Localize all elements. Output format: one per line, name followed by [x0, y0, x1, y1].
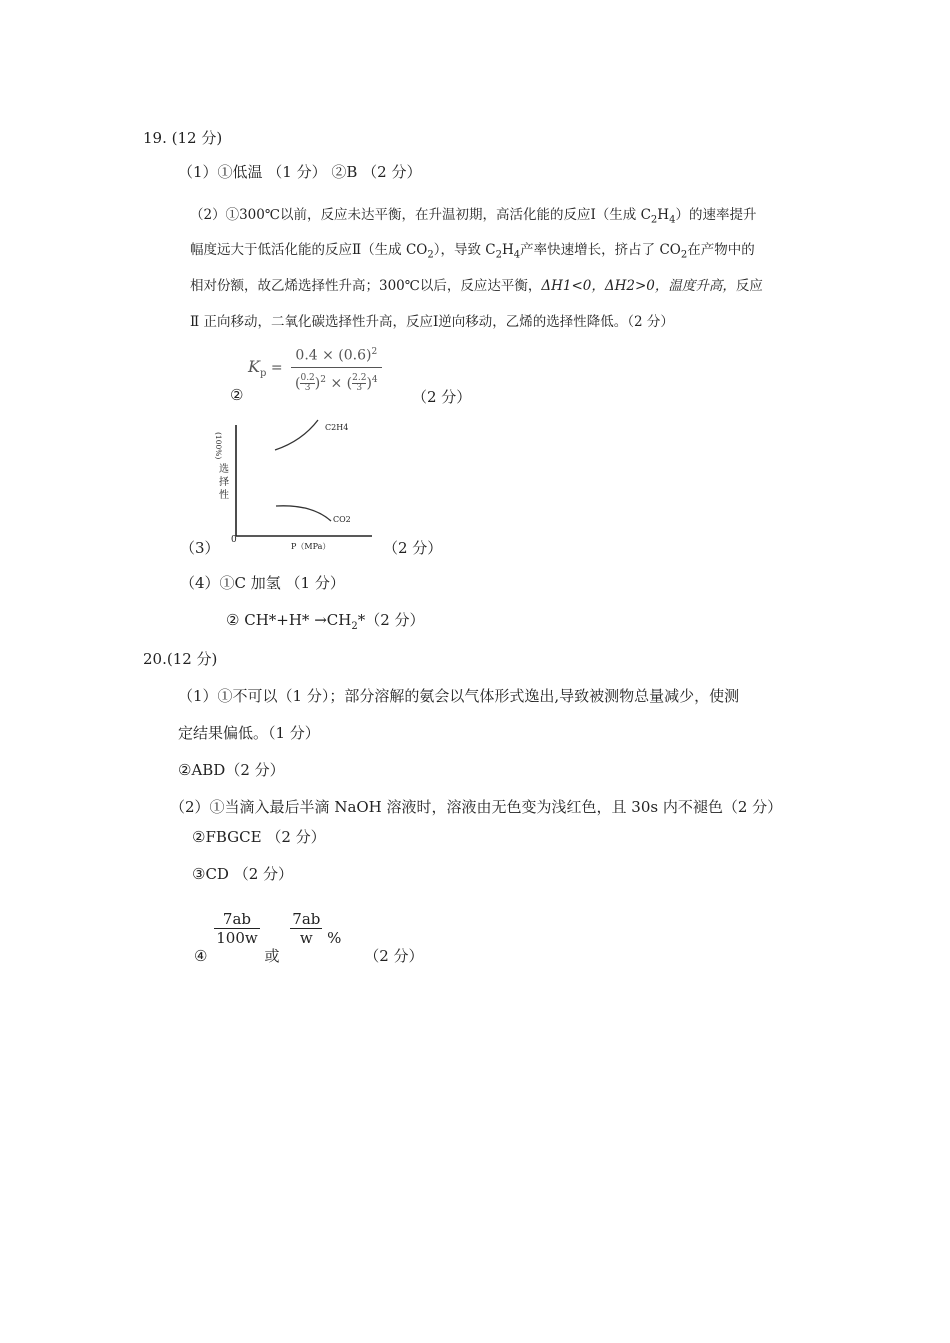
q19-part4-1: （4）①C 加氢 （1 分） [180, 574, 345, 592]
q19-part2-line3: 相对份额，故乙烯选择性升高；300℃以后，反应达平衡，ΔH1<0，ΔH2>0，温度升高，反应 [190, 278, 763, 294]
q19-part3-marker: （3） [180, 539, 220, 557]
q20-part1-line1: （1）①不可以（1 分）；部分溶解的氨会以气体形式逸出,导致被测物总量减少，使测 [178, 687, 740, 705]
origin-label: 0 [231, 535, 237, 545]
q19-part4-2: ② $CH*+H* \to CH_2*(2$ 分） [226, 611, 425, 632]
q19-part2-2-score: （2 分） [412, 388, 472, 406]
x-axis-label: P（MPa） [291, 542, 331, 551]
q19-part1: （1）①低温 （1 分） ②B （2 分） [178, 163, 422, 181]
q20-part1-line2: 定结果偏低。（1 分） [178, 724, 320, 742]
c2h4-curve [275, 420, 318, 450]
q19-part2-2-marker: ② [230, 386, 244, 404]
q20-header: 20.(12 分) [143, 650, 218, 668]
q19-part3-score: （2 分） [383, 539, 443, 557]
q19-part2-line4: Ⅱ 正向移动，二氧化碳选择性升高，反应Ⅰ逆向移动，乙烯的选择性降低。（2 分） [190, 314, 674, 330]
q20-part2-3: ③CD （2 分） [192, 865, 294, 883]
c2h4-label: C2H4 [325, 423, 349, 432]
q19-part2-line2: 幅度远大于低活化能的反应Ⅱ（生成 $CO_2$），导致 $C_2H_4$产率快速增长，挤占了 $CO_2$在产物中的 [190, 242, 755, 261]
q20-part2-4: ④ $\frac{7ab}{100w}$ 或 $\frac{7ab}{w}$ % （2 分） [194, 910, 424, 965]
kp-fraction: $0.4 \times (0.6)^2$ ( $\frac{0.2}{3}$ )$^2$ × ( $\frac{2.2}{3}$ )$^4$ [291, 343, 382, 393]
q19-part2-line1: （2）①300℃以前，反应未达平衡，在升温初期，高活化能的反应Ⅰ（生成 $C_2H_4$）的速率提升 [190, 207, 757, 226]
co2-label: CO2 [333, 515, 351, 524]
fraction-2: $\frac{7ab}{w}$ [292, 910, 321, 947]
q20-part1-2: ②ABD（2 分） [178, 761, 285, 779]
kp-formula: $K_p$ = $0.4 \times (0.6)^2$ ( $\frac{0.2}{3}$ )$^2$ × ( $\frac{2.2}{3}$ )$^4$ [248, 343, 382, 393]
q20-part2-2: ②FBGCE （2 分） [192, 828, 326, 846]
y-axis-label: 选择性 [219, 464, 229, 501]
q20-part2-1: （2）①当滴入最后半滴 NaOH 溶液时，溶液由无色变为浅红色，且 30s 内不褪色（2 分） [170, 798, 783, 816]
co2-curve [276, 506, 331, 521]
y-axis-unit: (100%) [214, 432, 223, 460]
q19-header: 19. (12 分) [143, 129, 223, 147]
fraction-1: $\frac{7ab}{100w}$ [216, 910, 258, 947]
